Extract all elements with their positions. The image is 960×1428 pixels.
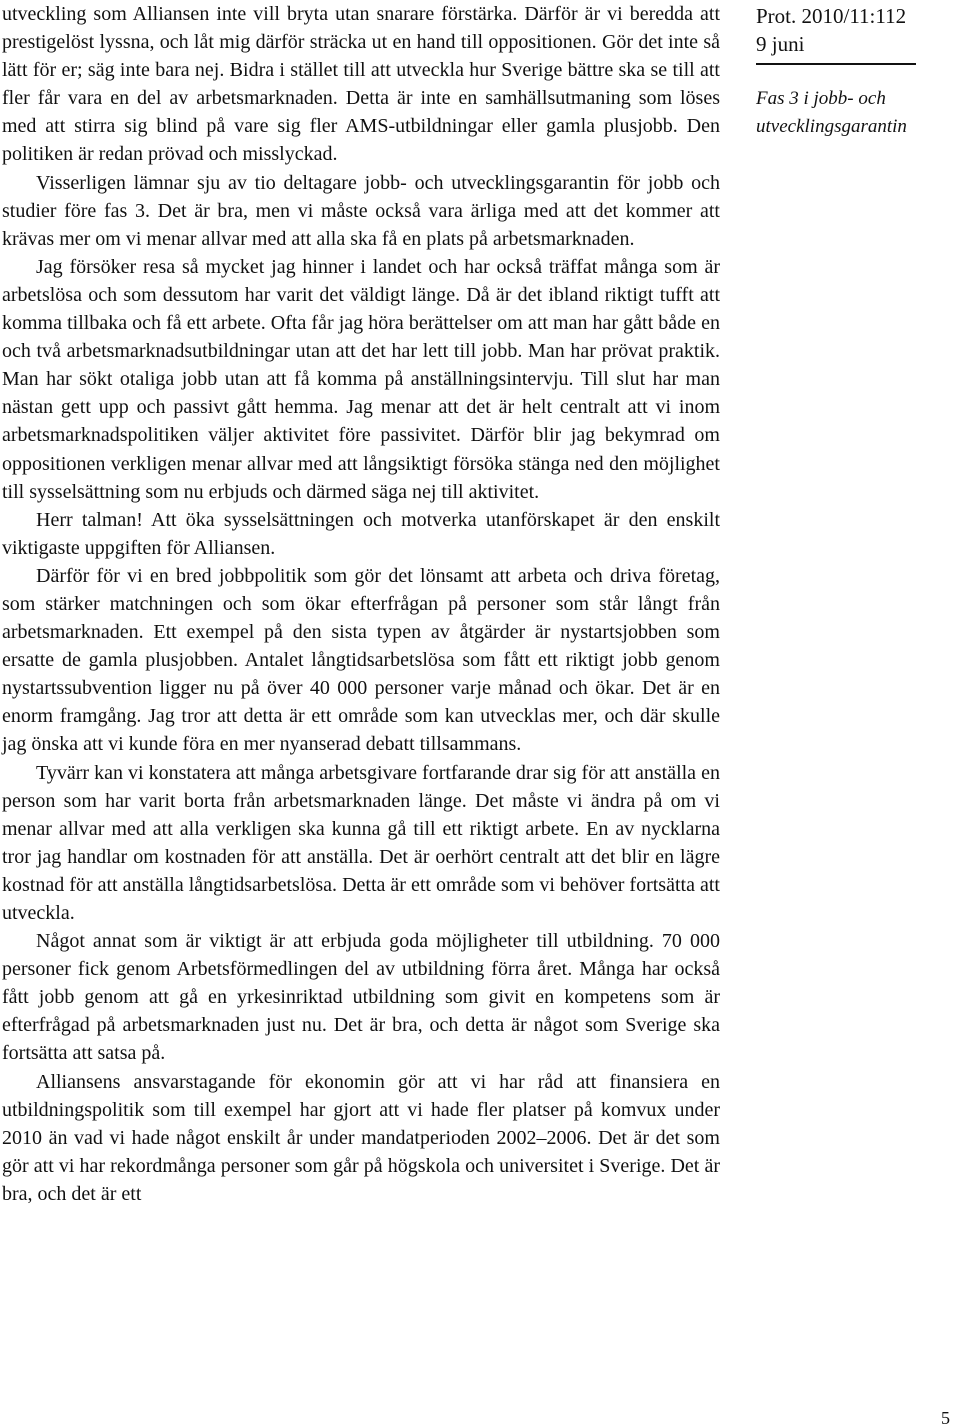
paragraph: Herr talman! Att öka sysselsättningen och motverka utanförskapet är den enskilt viktigaste uppgiften för Alliansen.	[2, 508, 720, 559]
page-number: 5	[941, 1408, 950, 1428]
paragraph: Tyvärr kan vi konstatera att många arbetsgivare fortfarande drar sig för att anställa en person som har varit borta från arbetsmarknaden länge. Det måste vi ändra på om vi menar allvar med att alla verkligen ska kunna gå till ett riktigt arbete. En av nycklarna tror jag handlar om kostnaden för att anställa. Det är oerhört centralt att det blir en lägre kostnad för att anställa långtidsarbetslösa. Detta är ett område som vi behöver fortsätta att utveckla.	[2, 761, 720, 924]
paragraph: Därför för vi en bred jobbpolitik som gör det lönsamt att arbeta och driva företag, som stärker matchningen och som ökar efterfrågan på personer som står långt från arbetsmarknaden. Ett exempel på den sista typen av åtgärder är nystartsjobben som ersatte de gamla plusjobben. Antalet långtidsarbetslösa som fått ett riktigt jobb genom nystartssubvention ligger nu på över 40 000 personer varje månad och ökar. Det är en enorm framgång. Jag tror att detta är ett område som kan utvecklas mer, och där skulle jag önska att vi kunde föra en mer nyanserad debatt tillsammans.	[2, 564, 720, 756]
protocol-number: Prot. 2010/11:112	[756, 4, 907, 28]
topic-heading: Fas 3 i jobb- och utvecklingsgarantin	[756, 88, 907, 137]
header-rule	[756, 63, 916, 65]
paragraph: Visserligen lämnar sju av tio deltagare jobb- och utvecklingsgarantin för jobb och studier före fas 3. Det är bra, men vi måste också vara ärliga med att det kommer att krävas mer om vi menar allvar med att alla ska få en plats på arbetsmarknaden.	[2, 171, 720, 250]
paragraph-continued: utveckling som Alliansen inte vill bryta utan snarare förstärka. Därför är vi beredda att prestigelöst lyssna, och låt mig därför sträcka ut en hand till oppositionen. Gör det inte så lätt för er; säg inte bara nej. Bidra i stället till att utveckla hur Sverige bättre ska se till att fler får vara en del av arbetsmarknaden. Detta är inte en samhällsutmaning som löses med att stirra sig blind på vare sig fler AMS-utbildningar eller gamla plusjobb. Den politiken är redan prövad och misslyckad.	[2, 3, 720, 166]
paragraph: Alliansens ansvarstagande för ekonomin gör att vi har råd att finansiera en utbildningspolitik som till exempel har gjort att vi hade fler platser på komvux under 2010 än vad vi hade något enskilt år under mandatperioden 2002–2006. Det är det som gör att vi har rekordmånga personer som går på högskola och universitet i Sverige. Det är bra, och det är ett	[2, 1070, 720, 1205]
paragraph: Något annat som är viktigt är att erbjuda goda möjligheter till utbildning. 70 000 personer fick genom Arbetsförmedlingen del av utbildning förra året. Många har också fått jobb genom att gå en yrkesinriktad utbildning som givit en kompetens som är efterfrågad på arbetsmarknaden just nu. Det är bra, och detta är något som Sverige ska fortsätta att satsa på.	[2, 930, 720, 1065]
protocol-date: 9 juni	[756, 32, 805, 56]
paragraph: Jag försöker resa så mycket jag hinner i landet och har också träffat många som är arbetslösa och som dessutom har varit det väldigt länge. Då är det ibland riktigt tufft att komma tillbaka och få ett arbete. Ofta får jag höra berättelser om att man har gått både en och två arbetsmarknadsutbildningar utan att det har lett till jobb. Man har prövat praktik. Man har sökt otaliga jobb utan att få komma på anställningsintervju. Till slut har man nästan gett upp och passivt gått hemma. Jag menar att det är helt centralt att vi inom arbetsmarknadspolitiken väljer aktivitet före passivitet. Därför blir jag bekymrad om oppositionen verkligen menar allvar med att långsiktigt försöka stänga ned den möjlighet till sysselsättning som nu erbjuds och därmed säga nej till aktivitet.	[2, 255, 720, 503]
margin-header	[756, 2, 956, 141]
speech-text-column	[2, 0, 720, 1208]
